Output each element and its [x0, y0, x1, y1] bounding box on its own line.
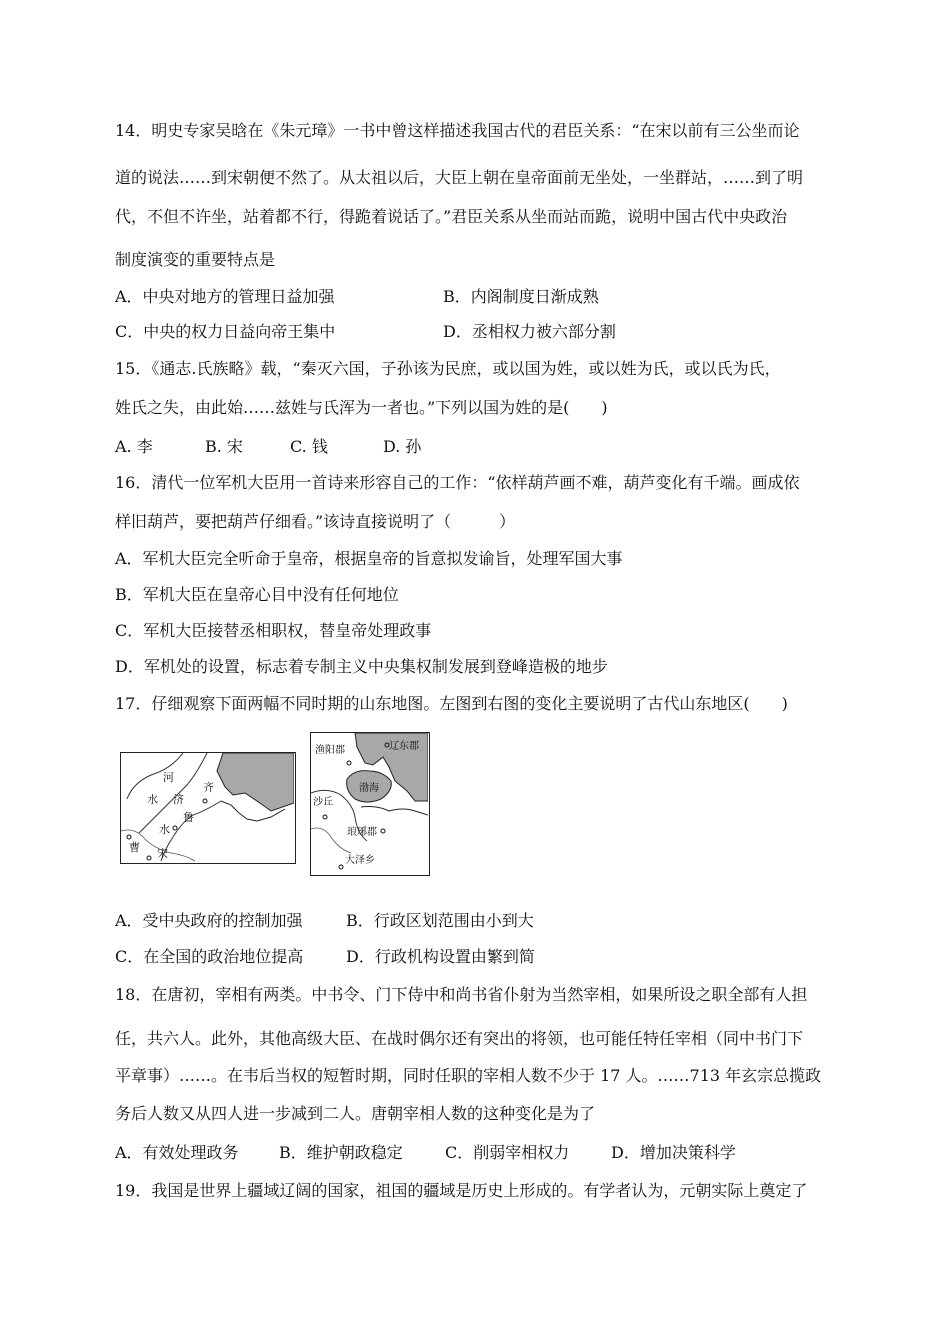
q14-option-c: C．中央的权力日益向帝王集中 — [115, 322, 336, 341]
q14-option-d: D．丞相权力被六部分割 — [443, 322, 616, 341]
right-map-label-dazexiang: 大泽乡 — [345, 855, 375, 866]
q18-line-4: 务后人数又从四人进一步减到二人。唐朝宰相人数的这种变化是为了 — [115, 1104, 596, 1123]
q16-line-1: 16．清代一位军机大臣用一首诗来形容自己的工作：“依样葫芦画不难，葫芦变化有千端。画成依 — [115, 473, 800, 492]
right-map-dot-shaqiu — [323, 815, 327, 819]
q15-option-d: D. 孙 — [383, 437, 422, 456]
q15-option-a: A. 李 — [115, 437, 153, 456]
left-map-drawing — [121, 753, 294, 862]
left-map-label-song: 宋 — [157, 847, 168, 860]
left-map-dot-cao — [127, 835, 131, 839]
right-map-label-liaodong: 辽东郡 — [389, 741, 419, 752]
q14-option-b: B．内阁制度日渐成熟 — [443, 287, 599, 306]
q16-option-a: A．军机大臣完全听命于皇帝，根据皇帝的旨意拟发谕旨，处理军国大事 — [115, 549, 623, 568]
left-map-label-he: 河 — [163, 771, 174, 784]
right-map-label-shaqiu: 沙丘 — [313, 797, 333, 808]
left-map-dot-lu — [173, 826, 177, 830]
q17-option-c: C．在全国的政治地位提高 — [115, 947, 304, 966]
q15-line-2: 姓氏之失，由此始……兹姓与氏浑为一者也。”下列以国为姓的是( ) — [115, 398, 608, 417]
left-map-dot-qi — [203, 799, 207, 803]
q18-option-c: C．削弱宰相权力 — [445, 1143, 570, 1162]
q17-stem: 17．仔细观察下面两幅不同时期的山东地图。左图到右图的变化主要说明了古代山东地区( ) — [115, 694, 788, 713]
left-map-dot-song — [147, 856, 151, 860]
q14-line-1: 14．明史专家吴晗在《朱元璋》一书中曾这样描述我国古代的君臣关系：“在宋以前有三公坐而论 — [115, 121, 800, 140]
q17-option-b: B．行政区划范围由小到大 — [346, 911, 534, 930]
right-map-drawing — [311, 733, 428, 874]
q15-option-c: C. 钱 — [290, 437, 328, 456]
q16-option-c: C．军机大臣接替丞相职权，替皇帝处理政事 — [115, 621, 432, 640]
q18-line-2: 任，共六人。此外，其他高级大臣、在战时偶尔还有突出的将领，也可能任特任宰相（同中书门下 — [115, 1029, 804, 1048]
q18-option-b: B．维护朝政稳定 — [279, 1143, 403, 1162]
q17-option-a: A．受中央政府的控制加强 — [115, 911, 303, 930]
q19-line-1: 19．我国是世界上疆域辽阔的国家，祖国的疆域是历史上形成的。有学者认为，元朝实际上奠定了 — [115, 1181, 808, 1200]
left-map-label-shui-2: 水 — [159, 823, 170, 836]
q16-option-d: D．军机处的设置，标志着专制主义中央集权制发展到登峰造极的地步 — [115, 657, 608, 676]
q18-option-a: A．有效处理政务 — [115, 1143, 239, 1162]
q15-line-1: 15．《通志.氏族略》载，“秦灭六国，子孙该为民庶，或以国为姓，或以姓为氏，或以氏为氏， — [115, 359, 781, 378]
left-map-label-shui-1: 水 — [147, 793, 158, 806]
right-map-label-bohai: 渤海 — [359, 783, 379, 794]
q18-option-d: D．增加决策科学 — [611, 1143, 736, 1162]
left-map-label-qi: 齐 — [203, 781, 214, 794]
right-map-coast-south — [361, 807, 428, 816]
left-map-label-lu: 鲁 — [183, 811, 194, 824]
q14-line-4: 制度演变的重要特点是 — [115, 250, 276, 269]
q18-line-3: 平章事）……。在韦后当权的短暂时期，同时任职的宰相人数不少于 17 人。……713 年玄宗总揽政 — [115, 1066, 822, 1085]
right-map-dot-dazexiang — [339, 865, 343, 869]
left-map-label-ji: 济 — [173, 793, 184, 806]
right-map-dot-yuyang — [347, 761, 351, 765]
q18-line-1: 18．在唐初，宰相有两类。中书令、门下侍中和尚书省仆射为当然宰相，如果所设之职全部有人担 — [115, 985, 808, 1004]
right-map — [310, 732, 430, 876]
left-map — [120, 752, 296, 864]
q16-option-b: B．军机大臣在皇帝心目中没有任何地位 — [115, 585, 399, 604]
q14-line-2: 道的说法……到宋朝便不然了。从太祖以后，大臣上朝在皇帝面前无坐处，一坐群站，……到了明 — [115, 168, 804, 187]
right-map-dot-langya — [381, 829, 385, 833]
q14-option-a: A．中央对地方的管理日益加强 — [115, 287, 335, 306]
right-map-label-yuyang: 渔阳郡 — [315, 745, 345, 756]
q16-line-2: 样旧葫芦，要把葫芦仔细看。”该诗直接说明了（ ） — [115, 512, 516, 531]
left-map-label-cao: 曹 — [129, 841, 140, 854]
left-map-river-3 — [161, 801, 221, 861]
q15-option-b: B. 宋 — [205, 437, 243, 456]
q14-line-3: 代，不但不许坐，站着都不行，得跪着说话了。”君臣关系从坐而站而跪，说明中国古代中央政治 — [115, 207, 788, 226]
left-map-sea — [217, 753, 294, 811]
right-map-label-langya: 琅琊郡 — [347, 827, 377, 838]
q17-option-d: D．行政机构设置由繁到简 — [346, 947, 535, 966]
right-map-boundary — [311, 828, 351, 853]
